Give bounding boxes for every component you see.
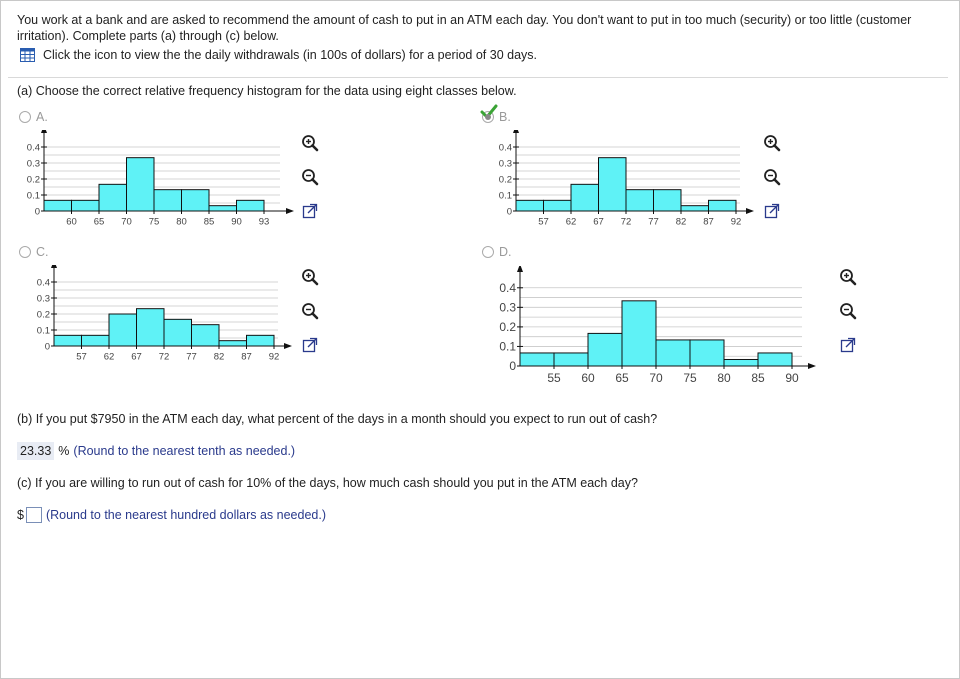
- part-a-question: (a) Choose the correct relative frequency histogram for the data using eight classes below.: [17, 84, 517, 98]
- y-tick-label: 0.3: [498, 158, 512, 170]
- zoom-out-icon[interactable]: [300, 301, 320, 321]
- x-tick-label: 65: [93, 216, 105, 228]
- x-axis-arrow: [286, 208, 294, 214]
- x-tick-label: 65: [615, 371, 629, 385]
- x-tick-label: 60: [66, 216, 77, 228]
- x-tick-label: 57: [538, 216, 549, 228]
- option-c-label: C.: [36, 245, 49, 259]
- histogram-bar: [72, 200, 100, 211]
- histogram-bar: [54, 335, 82, 346]
- popout-icon[interactable]: [838, 335, 858, 355]
- zoom-out-icon[interactable]: [300, 167, 320, 187]
- x-axis-arrow: [284, 343, 292, 349]
- histogram-bar: [758, 353, 792, 366]
- x-axis-arrow: [808, 363, 816, 369]
- histogram-c: [20, 265, 300, 370]
- histogram-bar: [219, 341, 247, 346]
- option-c[interactable]: [19, 245, 49, 259]
- option-a[interactable]: [19, 110, 48, 124]
- x-tick-label: 62: [565, 216, 577, 228]
- answer-c-input[interactable]: [26, 507, 42, 523]
- x-tick-label: 67: [593, 216, 604, 228]
- option-c-radio[interactable]: [19, 246, 31, 258]
- y-axis-arrow: [51, 265, 57, 268]
- option-b[interactable]: [482, 110, 511, 124]
- answer-c-hint: (Round to the nearest hundred dollars as needed.): [45, 508, 327, 522]
- histogram-bar: [154, 190, 182, 211]
- zoom-in-icon[interactable]: [300, 267, 320, 287]
- popout-icon[interactable]: [300, 335, 320, 355]
- x-tick-label: 57: [76, 351, 87, 363]
- y-tick-label: 0: [509, 359, 516, 374]
- x-tick-label: 75: [148, 216, 160, 228]
- histogram-bar: [44, 200, 72, 211]
- answer-c: [17, 507, 326, 523]
- option-d[interactable]: [482, 245, 512, 259]
- y-tick-label: 0.4: [26, 142, 40, 154]
- histogram-bar: [681, 206, 709, 211]
- histogram-bar: [237, 200, 265, 211]
- y-tick-label: 0.1: [498, 190, 512, 202]
- histogram-bar: [164, 319, 192, 346]
- y-tick-label: 0: [34, 206, 40, 218]
- y-tick-label: 0.3: [36, 293, 50, 305]
- option-a-label: A.: [36, 110, 48, 124]
- y-tick-label: 0.2: [498, 174, 512, 186]
- y-axis-arrow: [517, 266, 523, 272]
- x-tick-label: 70: [649, 371, 663, 385]
- x-tick-label: 85: [751, 371, 765, 385]
- x-tick-label: 70: [121, 216, 132, 228]
- histogram-bar: [709, 200, 737, 211]
- histogram-bar: [544, 200, 572, 211]
- answer-b: [17, 442, 295, 460]
- y-tick-label: 0.4: [498, 142, 512, 154]
- x-tick-label: 82: [213, 351, 225, 363]
- x-tick-label: 77: [186, 351, 197, 363]
- histogram-bar: [109, 314, 137, 346]
- zoom-in-icon[interactable]: [300, 133, 320, 153]
- histogram-bar: [554, 353, 588, 366]
- histogram-bar: [724, 359, 758, 366]
- y-tick-label: 0.3: [26, 158, 40, 170]
- x-tick-label: 62: [103, 351, 115, 363]
- histogram-bar: [137, 309, 165, 346]
- answer-b-unit: %: [58, 444, 70, 458]
- histogram-bar: [127, 158, 155, 211]
- histogram-bar: [247, 335, 275, 346]
- zoom-out-icon[interactable]: [838, 301, 858, 321]
- histogram-bar: [182, 190, 210, 211]
- y-tick-label: 0.2: [499, 320, 516, 335]
- zoom-in-icon[interactable]: [838, 267, 858, 287]
- x-tick-label: 92: [268, 351, 280, 363]
- answer-b-value[interactable]: 23.33: [17, 442, 54, 460]
- x-axis-arrow: [746, 208, 754, 214]
- x-tick-label: 60: [581, 371, 595, 385]
- histogram-bar: [99, 184, 127, 211]
- histogram-bar: [571, 184, 599, 211]
- x-tick-label: 75: [683, 371, 697, 385]
- y-tick-label: 0.2: [36, 309, 50, 321]
- histogram-bar: [520, 353, 554, 366]
- histogram-a: [20, 130, 300, 235]
- x-tick-label: 87: [241, 351, 252, 363]
- x-tick-label: 90: [231, 216, 242, 228]
- histogram-bar: [209, 206, 237, 211]
- x-tick-label: 72: [620, 216, 632, 228]
- x-tick-label: 82: [675, 216, 687, 228]
- y-tick-label: 0.1: [499, 339, 516, 354]
- y-tick-label: 0.1: [26, 190, 40, 202]
- option-a-radio[interactable]: [19, 111, 31, 123]
- data-link-text[interactable]: Click the icon to view the the daily withdrawals (in 100s of dollars) for a period of 30 days.: [43, 48, 537, 62]
- x-tick-label: 85: [203, 216, 215, 228]
- x-tick-label: 93: [258, 216, 270, 228]
- answer-b-hint: (Round to the nearest tenth as needed.): [73, 444, 296, 458]
- part-b-question: (b) If you put $7950 in the ATM each day, what percent of the days in a month should you expect to run out of cash?: [17, 412, 658, 426]
- histogram-bar: [599, 158, 627, 211]
- y-axis-arrow: [513, 130, 519, 133]
- x-tick-label: 87: [703, 216, 714, 228]
- intro-text: You work at a bank and are asked to recommend the amount of cash to put in an ATM each day. You don't want to put in too much (security) or too little (customer irritation). Complete parts (a) through (c) below.: [17, 13, 912, 43]
- histogram-bar: [626, 190, 654, 211]
- histogram-bar: [588, 333, 622, 366]
- histogram-b: [482, 130, 762, 235]
- x-tick-label: 80: [176, 216, 187, 228]
- x-tick-label: 92: [730, 216, 742, 228]
- option-d-label: D.: [499, 245, 512, 259]
- y-tick-label: 0.3: [499, 300, 516, 315]
- histogram-bar: [690, 340, 724, 366]
- y-tick-label: 0.4: [36, 277, 50, 289]
- y-tick-label: 0.1: [36, 325, 50, 337]
- popout-icon[interactable]: [300, 201, 320, 221]
- x-tick-label: 90: [785, 371, 799, 385]
- y-tick-label: 0.4: [499, 280, 516, 295]
- divider: [8, 77, 948, 78]
- checkmark-icon: [480, 104, 498, 120]
- y-tick-label: 0.2: [26, 174, 40, 186]
- histogram-bar: [516, 200, 544, 211]
- histogram-bar: [82, 335, 110, 346]
- zoom-out-icon[interactable]: [762, 167, 782, 187]
- popout-icon[interactable]: [762, 201, 782, 221]
- histogram-bar: [654, 190, 682, 211]
- x-tick-label: 67: [131, 351, 142, 363]
- x-tick-label: 72: [158, 351, 170, 363]
- x-tick-label: 80: [717, 371, 731, 385]
- histogram-bar: [656, 340, 690, 366]
- answer-c-prefix: $: [17, 508, 24, 522]
- option-b-radio[interactable]: [482, 111, 494, 123]
- histogram-bar: [622, 301, 656, 366]
- histogram-bar: [192, 325, 220, 346]
- part-c-question: (c) If you are willing to run out of cash for 10% of the days, how much cash should you put in the ATM each day?: [17, 476, 638, 490]
- y-axis-arrow: [41, 130, 47, 133]
- histogram-d: [482, 266, 822, 391]
- zoom-in-icon[interactable]: [762, 133, 782, 153]
- option-b-label: B.: [499, 110, 511, 124]
- x-tick-label: 55: [547, 371, 561, 385]
- x-tick-label: 77: [648, 216, 659, 228]
- data-link[interactable]: [20, 48, 537, 62]
- table-icon[interactable]: [20, 48, 35, 62]
- y-tick-label: 0: [506, 206, 512, 218]
- option-d-radio[interactable]: [482, 246, 494, 258]
- y-tick-label: 0: [44, 341, 50, 353]
